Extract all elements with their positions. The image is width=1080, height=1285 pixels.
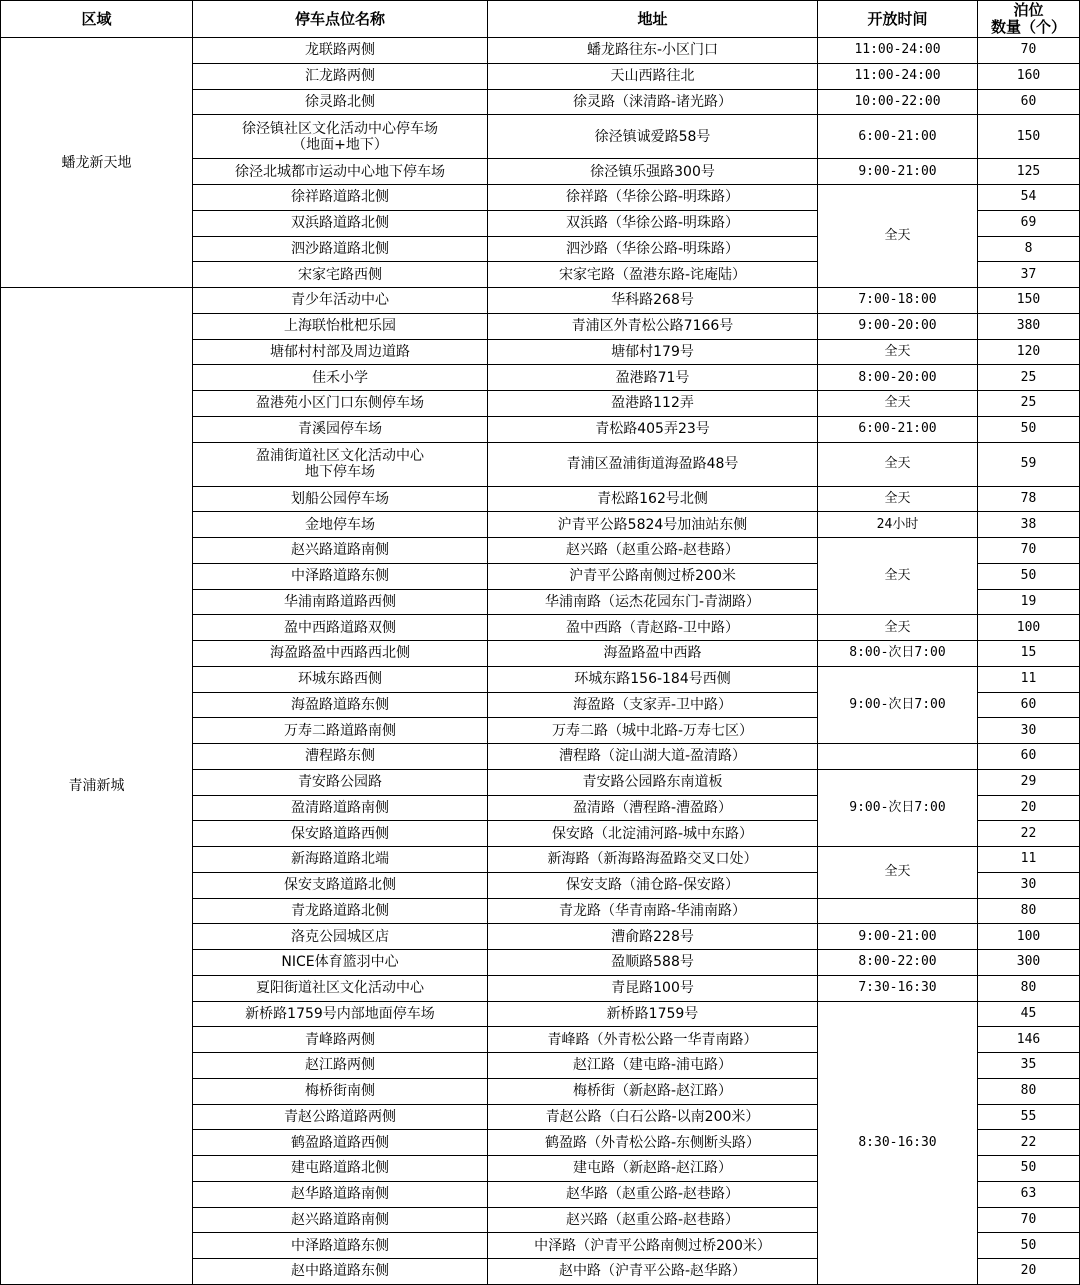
parking-name-cell: 中泽路道路东侧 [193, 1233, 488, 1259]
parking-name-cell: 青安路公园路 [193, 769, 488, 795]
address-cell: 环城东路156-184号西侧 [488, 666, 818, 692]
opening-hours-cell: 6:00-21:00 [818, 416, 978, 442]
address-cell: 海盈路（支家弄-卫中路） [488, 692, 818, 718]
opening-hours-cell: 全天 [818, 391, 978, 417]
opening-hours-cell [818, 898, 978, 924]
parking-name-cell: 中泽路道路东侧 [193, 563, 488, 589]
parking-name-cell: 海盈路盈中西路西北侧 [193, 641, 488, 667]
opening-hours-cell: 9:00-20:00 [818, 313, 978, 339]
parking-name-cell: 建屯路道路北侧 [193, 1156, 488, 1182]
spaces-count-cell: 70 [978, 1207, 1080, 1233]
col-header-hours: 开放时间 [818, 1, 978, 38]
opening-hours-cell: 9:00-次日7:00 [818, 666, 978, 743]
parking-name-cell: 徐灵路北侧 [193, 89, 488, 115]
spaces-count-cell: 59 [978, 442, 1080, 486]
opening-hours-cell: 6:00-21:00 [818, 115, 978, 159]
table-body [1, 38, 1080, 1285]
spaces-count-cell: 8 [978, 236, 1080, 262]
address-cell: 双浜路（华徐公路-明珠路） [488, 210, 818, 236]
opening-hours-cell [818, 744, 978, 770]
address-cell: 青安路公园路东南道板 [488, 769, 818, 795]
parking-name-cell: 赵华路道路南侧 [193, 1181, 488, 1207]
parking-name-cell: 盈浦街道社区文化活动中心 地下停车场 [193, 442, 488, 486]
spaces-count-cell: 22 [978, 821, 1080, 847]
parking-name-cell: 环城东路西侧 [193, 666, 488, 692]
parking-name-cell: 汇龙路两侧 [193, 63, 488, 89]
spaces-count-cell: 54 [978, 185, 1080, 211]
address-cell: 青赵公路（白石公路-以南200米） [488, 1104, 818, 1130]
address-cell: 青龙路（华青南路-华浦南路） [488, 898, 818, 924]
parking-name-cell: 徐祥路道路北侧 [193, 185, 488, 211]
opening-hours-cell: 全天 [818, 486, 978, 512]
address-cell: 新桥路1759号 [488, 1001, 818, 1027]
address-cell: 漕俞路228号 [488, 924, 818, 950]
parking-name-cell: 金地停车场 [193, 512, 488, 538]
parking-name-cell: 保安路道路西侧 [193, 821, 488, 847]
address-cell: 蟠龙路往东-小区门口 [488, 38, 818, 64]
address-cell: 青浦区外青松公路7166号 [488, 313, 818, 339]
parking-name-cell: 夏阳街道社区文化活动中心 [193, 975, 488, 1001]
spaces-count-cell: 50 [978, 1156, 1080, 1182]
spaces-count-cell: 150 [978, 288, 1080, 314]
address-cell: 赵华路（赵重公路-赵巷路） [488, 1181, 818, 1207]
parking-name-cell: 赵兴路道路南侧 [193, 538, 488, 564]
parking-name-cell: 万寿二路道路南侧 [193, 718, 488, 744]
opening-hours-cell: 全天 [818, 185, 978, 288]
parking-name-cell: 佳禾小学 [193, 365, 488, 391]
spaces-count-cell: 35 [978, 1053, 1080, 1079]
header-row [1, 1, 1080, 38]
parking-name-cell: 泗沙路道路北侧 [193, 236, 488, 262]
address-cell: 赵江路（建屯路-浦屯路） [488, 1053, 818, 1079]
address-cell: 宋家宅路（盈港东路-诧庵陆） [488, 262, 818, 288]
parking-name-cell: 徐泾北城都市运动中心地下停车场 [193, 159, 488, 185]
address-cell: 中泽路（沪青平公路南侧过桥200米） [488, 1233, 818, 1259]
spaces-count-cell: 30 [978, 872, 1080, 898]
parking-name-cell: 新桥路1759号内部地面停车场 [193, 1001, 488, 1027]
address-cell: 鹤盈路（外青松公路-东侧断头路） [488, 1130, 818, 1156]
spaces-count-cell: 150 [978, 115, 1080, 159]
spaces-count-cell: 60 [978, 89, 1080, 115]
address-cell: 华浦南路（运杰花园东门-青湖路） [488, 589, 818, 615]
address-cell: 梅桥街（新赵路-赵江路） [488, 1078, 818, 1104]
address-cell: 青松路405弄23号 [488, 416, 818, 442]
address-cell: 天山西路往北 [488, 63, 818, 89]
parking-name-cell: 赵江路两侧 [193, 1053, 488, 1079]
parking-name-cell: 塘郁村村部及周边道路 [193, 339, 488, 365]
opening-hours-cell: 9:00-21:00 [818, 924, 978, 950]
parking-name-cell: 青溪园停车场 [193, 416, 488, 442]
spaces-count-cell: 38 [978, 512, 1080, 538]
address-cell: 海盈路盈中西路 [488, 641, 818, 667]
col-header-spaces-line1: 泊位 [1013, 1, 1044, 19]
spaces-count-cell: 50 [978, 563, 1080, 589]
spaces-count-cell: 380 [978, 313, 1080, 339]
parking-name-cell: 双浜路道路北侧 [193, 210, 488, 236]
address-cell: 盈港路71号 [488, 365, 818, 391]
spaces-count-cell: 20 [978, 795, 1080, 821]
parking-name-cell: 上海联怡枇杷乐园 [193, 313, 488, 339]
spaces-count-cell: 146 [978, 1027, 1080, 1053]
opening-hours-cell: 10:00-22:00 [818, 89, 978, 115]
spaces-count-cell: 160 [978, 63, 1080, 89]
spaces-count-cell: 125 [978, 159, 1080, 185]
address-cell: 青峰路（外青松公路一华青南路） [488, 1027, 818, 1053]
address-cell: 赵中路（沪青平公路-赵华路） [488, 1259, 818, 1285]
spaces-count-cell: 22 [978, 1130, 1080, 1156]
spaces-count-cell: 80 [978, 1078, 1080, 1104]
opening-hours-cell: 7:30-16:30 [818, 975, 978, 1001]
spaces-count-cell: 50 [978, 1233, 1080, 1259]
spaces-count-cell: 45 [978, 1001, 1080, 1027]
parking-name-cell: 青少年活动中心 [193, 288, 488, 314]
parking-name-cell: 划船公园停车场 [193, 486, 488, 512]
address-cell: 赵兴路（赵重公路-赵巷路） [488, 538, 818, 564]
spaces-count-cell: 78 [978, 486, 1080, 512]
table-row [1, 288, 1080, 314]
opening-hours-cell: 24小时 [818, 512, 978, 538]
parking-name-cell: 宋家宅路西侧 [193, 262, 488, 288]
spaces-count-cell: 100 [978, 924, 1080, 950]
spaces-count-cell: 20 [978, 1259, 1080, 1285]
spaces-count-cell: 19 [978, 589, 1080, 615]
parking-name-cell: 赵兴路道路南侧 [193, 1207, 488, 1233]
spaces-count-cell: 29 [978, 769, 1080, 795]
address-cell: 沪青平公路5824号加油站东侧 [488, 512, 818, 538]
parking-name-cell: 龙联路两侧 [193, 38, 488, 64]
address-cell: 沪青平公路南侧过桥200米 [488, 563, 818, 589]
parking-name-cell: 盈中西路道路双侧 [193, 615, 488, 641]
address-cell: 徐灵路（涞清路-诸光路） [488, 89, 818, 115]
spaces-count-cell: 63 [978, 1181, 1080, 1207]
spaces-count-cell: 80 [978, 898, 1080, 924]
address-cell: 万寿二路（城中北路-万寿七区） [488, 718, 818, 744]
address-cell: 保安支路（浦仓路-保安路） [488, 872, 818, 898]
spaces-count-cell: 70 [978, 538, 1080, 564]
spaces-count-cell: 120 [978, 339, 1080, 365]
spaces-count-cell: 15 [978, 641, 1080, 667]
parking-name-cell: 青赵公路道路两侧 [193, 1104, 488, 1130]
address-cell: 泗沙路（华徐公路-明珠路） [488, 236, 818, 262]
spaces-count-cell: 11 [978, 666, 1080, 692]
address-cell: 青昆路100号 [488, 975, 818, 1001]
opening-hours-cell: 8:00-20:00 [818, 365, 978, 391]
spaces-count-cell: 300 [978, 950, 1080, 976]
parking-name-cell: 洛克公园城区店 [193, 924, 488, 950]
parking-name-cell: 保安支路道路北侧 [193, 872, 488, 898]
address-cell: 青浦区盈浦街道海盈路48号 [488, 442, 818, 486]
parking-name-cell: 青峰路两侧 [193, 1027, 488, 1053]
parking-name-cell: 鹤盈路道路西侧 [193, 1130, 488, 1156]
opening-hours-cell: 9:00-21:00 [818, 159, 978, 185]
opening-hours-cell: 11:00-24:00 [818, 38, 978, 64]
address-cell: 徐泾镇诚爱路58号 [488, 115, 818, 159]
opening-hours-cell: 8:00-22:00 [818, 950, 978, 976]
address-cell: 新海路（新海路海盈路交叉口处） [488, 847, 818, 873]
opening-hours-cell: 11:00-24:00 [818, 63, 978, 89]
spaces-count-cell: 100 [978, 615, 1080, 641]
address-cell: 塘郁村179号 [488, 339, 818, 365]
parking-name-cell: 赵中路道路东侧 [193, 1259, 488, 1285]
opening-hours-cell: 7:00-18:00 [818, 288, 978, 314]
parking-name-cell: 海盈路道路东侧 [193, 692, 488, 718]
opening-hours-cell: 全天 [818, 538, 978, 615]
address-cell: 盈清路（漕程路-漕盈路） [488, 795, 818, 821]
spaces-count-cell: 37 [978, 262, 1080, 288]
spaces-count-cell: 25 [978, 391, 1080, 417]
address-cell: 徐泾镇乐强路300号 [488, 159, 818, 185]
address-cell: 建屯路（新赵路-赵江路） [488, 1156, 818, 1182]
opening-hours-cell: 全天 [818, 615, 978, 641]
spaces-count-cell: 50 [978, 416, 1080, 442]
opening-hours-cell: 全天 [818, 442, 978, 486]
region-cell: 蟠龙新天地 [1, 38, 193, 288]
parking-name-cell: 华浦南路道路西侧 [193, 589, 488, 615]
spaces-count-cell: 60 [978, 744, 1080, 770]
parking-name-cell: NICE体育篮羽中心 [193, 950, 488, 976]
address-cell: 盈港路112弄 [488, 391, 818, 417]
opening-hours-cell: 全天 [818, 847, 978, 899]
parking-name-cell: 漕程路东侧 [193, 744, 488, 770]
address-cell: 保安路（北淀浦河路-城中东路） [488, 821, 818, 847]
parking-name-cell: 青龙路道路北侧 [193, 898, 488, 924]
col-header-address: 地址 [488, 1, 818, 38]
opening-hours-cell: 9:00-次日7:00 [818, 769, 978, 846]
address-cell: 盈顺路588号 [488, 950, 818, 976]
address-cell: 华科路268号 [488, 288, 818, 314]
parking-name-cell: 徐泾镇社区文化活动中心停车场 （地面+地下） [193, 115, 488, 159]
parking-name-cell: 新海路道路北端 [193, 847, 488, 873]
spaces-count-cell: 30 [978, 718, 1080, 744]
col-header-spaces-line2: 数量（个） [990, 18, 1066, 36]
opening-hours-cell: 8:00-次日7:00 [818, 641, 978, 667]
spaces-count-cell: 69 [978, 210, 1080, 236]
spaces-count-cell: 55 [978, 1104, 1080, 1130]
address-cell: 漕程路（淀山湖大道-盈清路） [488, 744, 818, 770]
address-cell: 盈中西路（青赵路-卫中路） [488, 615, 818, 641]
col-header-spaces [978, 1, 1080, 38]
spaces-count-cell: 11 [978, 847, 1080, 873]
col-header-region: 区域 [1, 1, 193, 38]
address-cell: 青松路162号北侧 [488, 486, 818, 512]
parking-name-cell: 盈港苑小区门口东侧停车场 [193, 391, 488, 417]
opening-hours-cell: 全天 [818, 339, 978, 365]
address-cell: 徐祥路（华徐公路-明珠路） [488, 185, 818, 211]
address-cell: 赵兴路（赵重公路-赵巷路） [488, 1207, 818, 1233]
parking-name-cell: 梅桥街南侧 [193, 1078, 488, 1104]
col-header-name: 停车点位名称 [193, 1, 488, 38]
region-cell: 青浦新城 [1, 288, 193, 1285]
table-row [1, 38, 1080, 64]
spaces-count-cell: 60 [978, 692, 1080, 718]
spaces-count-cell: 80 [978, 975, 1080, 1001]
spaces-count-cell: 70 [978, 38, 1080, 64]
spaces-count-cell: 25 [978, 365, 1080, 391]
parking-name-cell: 盈清路道路南侧 [193, 795, 488, 821]
opening-hours-cell: 8:30-16:30 [818, 1001, 978, 1284]
